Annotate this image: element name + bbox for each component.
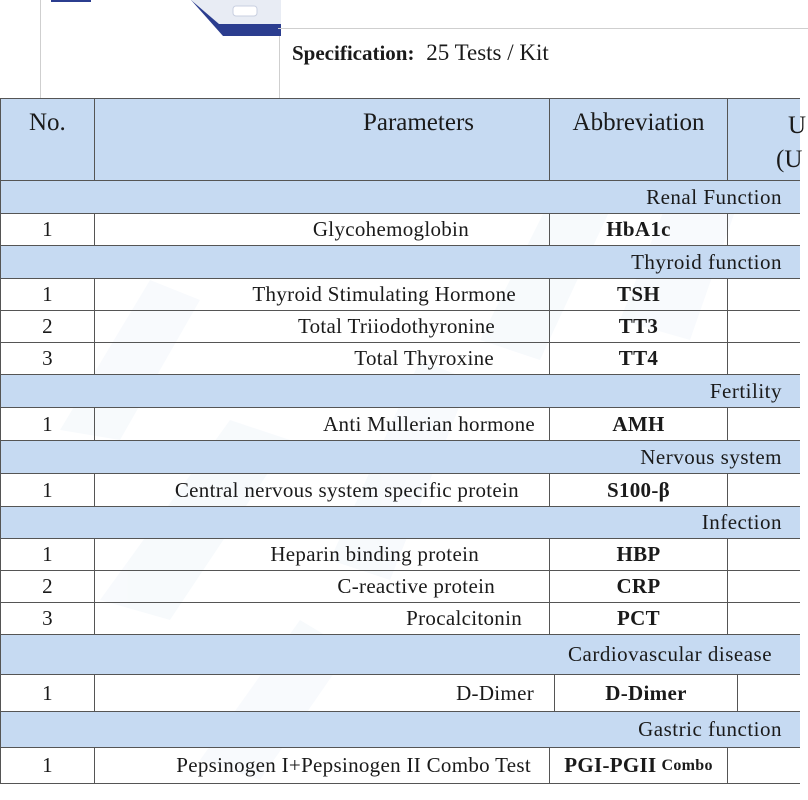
table-row [0,748,800,784]
header-parameters: Parameters [95,99,550,181]
section-header [0,441,800,474]
row-units [728,343,800,375]
row-number: 1 [0,748,95,784]
section-title: Cardiovascular disease [568,642,773,666]
table-row [0,279,800,311]
row-abbreviation: D-Dimer [555,675,738,712]
section-header [0,246,800,279]
row-abbreviation: PCT [550,603,728,635]
section-header [0,635,800,675]
specification [292,40,549,66]
row-number: 1 [0,214,95,246]
header-units: U (U [728,99,800,181]
table-row [0,675,800,712]
row-units [738,675,800,712]
row-number: 3 [0,603,95,635]
table-row [0,408,800,441]
row-number: 3 [0,343,95,375]
row-abbreviation: CRP [550,571,728,603]
section-title: Nervous system [640,444,782,469]
section-title: Thyroid function [631,249,782,274]
table-row [0,343,800,375]
row-units [728,311,800,343]
row-units [728,474,800,507]
table-row [0,571,800,603]
section-header [0,712,800,748]
parameters-table [0,98,807,800]
row-parameter: C-reactive protein [95,571,550,603]
section-title: Gastric function [638,717,782,741]
table-header-row [0,98,807,181]
row-units [728,539,800,571]
abbr-suffix: Combo [661,756,713,774]
row-parameter: D-Dimer [95,675,555,712]
row-units [728,571,800,603]
section-header [0,375,800,408]
section-header [0,181,800,214]
row-parameter: Procalcitonin [95,603,550,635]
row-number: 2 [0,571,95,603]
row-units [728,408,800,441]
row-parameter: Glycohemoglobin [95,214,550,246]
spec-label: Specification: [292,41,415,65]
row-abbreviation: TT4 [550,343,728,375]
row-number: 1 [0,408,95,441]
row-units [728,603,800,635]
row-abbreviation: PGI-PGII Combo [550,748,728,784]
row-parameter: Total Thyroxine [95,343,550,375]
section-title: Infection [701,510,782,534]
section-title: Renal Function [646,184,782,209]
spec-value: 25 Tests / Kit [426,40,549,65]
row-parameter: Heparin binding protein [95,539,550,571]
row-number: 1 [0,539,95,571]
row-abbreviation: S100-β [550,474,728,507]
row-abbreviation: AMH [550,408,728,441]
row-units [728,279,800,311]
table-row [0,311,800,343]
row-abbreviation: HBP [550,539,728,571]
row-number: 2 [0,311,95,343]
row-parameter: Total Triiodothyronine [95,311,550,343]
row-parameter: Central nervous system specific protein [95,474,550,507]
row-parameter: Thyroid Stimulating Hormone [95,279,550,311]
row-parameter: Pepsinogen I+Pepsinogen II Combo Test [95,748,550,784]
row-abbreviation: HbA1c [550,214,728,246]
row-parameter: Anti Mullerian hormone [95,408,550,441]
section-title: Fertility [709,378,782,403]
section-header [0,507,800,539]
test-cassette-icon [41,0,277,96]
row-number: 1 [0,675,95,712]
table-row [0,214,800,246]
row-units [728,214,800,246]
row-units [728,748,800,784]
row-abbreviation: TT3 [550,311,728,343]
table-row [0,539,800,571]
row-number: 1 [0,474,95,507]
row-number: 1 [0,279,95,311]
row-abbreviation: TSH [550,279,728,311]
header-no: No. [0,99,95,181]
table-row [0,474,800,507]
product-image [40,0,280,99]
table-row [0,603,800,635]
header-abbreviation: Abbreviation [550,99,728,181]
